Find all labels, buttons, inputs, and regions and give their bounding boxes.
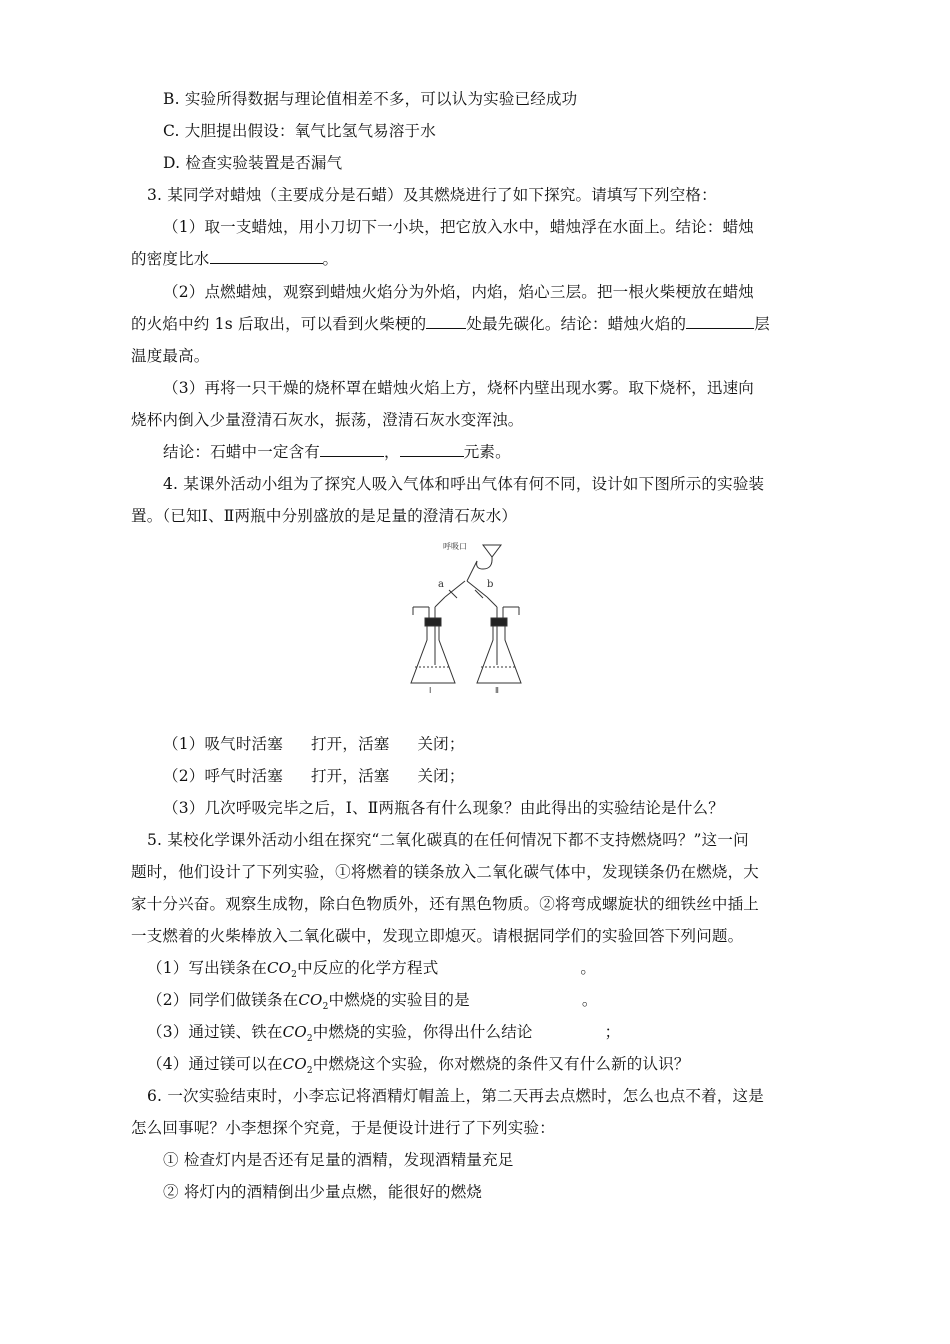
valve-b-label: b xyxy=(487,579,494,590)
q3-conclusion-text-c: 元素。 xyxy=(463,443,511,461)
answer-blank[interactable] xyxy=(210,249,323,264)
q5-stem-line2: 题时，他们设计了下列实验，①将燃着的镁条放入二氧化碳气体中，发现镁条仍在燃烧，大 xyxy=(131,863,760,881)
co2-formula: $CO_2$ xyxy=(282,1055,313,1076)
q4-stem-line1: 4. 某课外活动小组为了探究人吸入气体和呼出气体有何不同，设计如下图所示的实验装 xyxy=(163,475,765,493)
q5-stem-line4: 一支燃着的火柴棒放入二氧化碳中，发现立即熄灭。请根据同学们的实验回答下列问题。 xyxy=(131,927,744,945)
q3-conclusion xyxy=(163,441,511,463)
q5-sub1-text-c: 。 xyxy=(580,959,597,977)
q2-option-b: B. 实验所得数据与理论值相差不多，可以认为实验已经成功 xyxy=(163,90,578,108)
q3-part3-line1: （3）再将一只干燥的烧杯罩在蜡烛火焰上方，烧杯内壁出现水雾。取下烧杯，迅速向 xyxy=(163,379,754,397)
q6-step1: ① 检查灯内是否还有足量的酒精，发现酒精量充足 xyxy=(163,1151,514,1169)
q5-sub2-text-b: 中燃烧的实验目的是 xyxy=(328,991,470,1009)
bottle-1-label: Ⅰ xyxy=(429,686,432,695)
q3-part2-text-a: 的火焰中约 1s 后取出，可以看到火柴梗的 xyxy=(131,315,427,333)
q5-sub4-text-b: 中燃烧这个实验，你对燃烧的条件又有什么新的认识？ xyxy=(312,1055,690,1073)
q5-sub3-text-b: 中燃烧的实验，你得出什么结论 xyxy=(312,1023,533,1041)
q5-sub1-text-a: （1）写出镁条在 xyxy=(147,959,267,977)
q3-stem: 3. 某同学对蜡烛（主要成分是石蜡）及其燃烧进行了如下探究。请填写下列空格： xyxy=(147,186,717,204)
flask-right xyxy=(477,626,521,683)
q3-part2-line1: （2）点燃蜡烛，观察到蜡烛火焰分为外焰，内焰，焰心三层。把一根火柴梗放在蜡烛 xyxy=(163,283,754,301)
q5-sub2-text-a: （2）同学们做镁条在 xyxy=(147,991,299,1009)
answer-blank[interactable] xyxy=(686,314,754,329)
q3-part2-text-b: 处最先碳化。结论：蜡烛火焰的 xyxy=(466,315,687,333)
q4-sub1-text-a: （1）吸气时活塞 xyxy=(163,735,283,753)
q5-sub1 xyxy=(147,957,596,986)
mouthpiece-funnel xyxy=(483,545,501,557)
answer-blank[interactable] xyxy=(400,442,464,457)
q4-sub2 xyxy=(163,765,465,787)
q5-sub4 xyxy=(147,1053,690,1082)
mouthpiece-label: 呼吸口 xyxy=(443,542,467,551)
co2-formula: $CO_2$ xyxy=(266,959,298,980)
q3-part1-text: 的密度比水 xyxy=(131,250,210,268)
q4-sub1-text-b: 打开，活塞 xyxy=(310,735,390,753)
q4-sub2-text-a: （2）呼气时活塞 xyxy=(163,767,283,785)
breathing-apparatus-diagram xyxy=(405,535,525,695)
q6-stem-line1: 6. 一次实验结束时，小李忘记将酒精灯帽盖上，第二天再去点燃时，怎么也点不着，这是 xyxy=(147,1087,764,1105)
q5-sub2-text-c: 。 xyxy=(581,991,598,1009)
q4-sub3: （3）几次呼吸完毕之后，Ⅰ、Ⅱ两瓶各有什么现象？由此得出的实验结论是什么？ xyxy=(163,799,724,817)
flask-left xyxy=(411,626,455,683)
q3-conclusion-text-b: ， xyxy=(384,443,400,461)
q3-part1-line2: 的密度比水 。 xyxy=(131,250,339,268)
co2-formula: $CO_2$ xyxy=(298,991,329,1012)
mouthpiece-tube xyxy=(477,557,492,569)
q5-sub3-text-a: （3）通过镁、铁在 xyxy=(147,1023,283,1041)
q3-part2-line2 xyxy=(131,313,770,335)
valve-a-label: a xyxy=(438,579,444,590)
q3-part2-text-c: 层 xyxy=(754,315,770,333)
q2-option-c: C. 大胆提出假设：氧气比氢气易溶于水 xyxy=(163,122,436,140)
q4-sub2-text-c: 关闭； xyxy=(417,767,465,785)
q3-part1-line1: （1）取一支蜡烛，用小刀切下一小块，把它放入水中，蜡烛浮在水面上。结论：蜡烛 xyxy=(163,218,754,236)
q4-sub1 xyxy=(163,733,465,755)
q4-sub2-text-b: 打开，活塞 xyxy=(310,767,390,785)
q5-sub3 xyxy=(147,1021,620,1050)
answer-blank[interactable] xyxy=(320,442,384,457)
q3-part3-line2: 烧杯内倒入少量澄清石灰水，振荡，澄清石灰水变浑浊。 xyxy=(131,411,524,429)
q5-sub4-text-a: （4）通过镁可以在 xyxy=(147,1055,283,1073)
q2-option-d: D. 检查实验装置是否漏气 xyxy=(163,154,343,172)
q5-stem-line1: 5. 某校化学课外活动小组在探究“二氧化碳真的在任何情况下都不支持燃烧吗？”这一问 xyxy=(147,831,749,849)
co2-formula: $CO_2$ xyxy=(282,1023,313,1044)
q4-sub1-text-c: 关闭； xyxy=(417,735,465,753)
q5-sub1-text-b: 中反应的化学方程式 xyxy=(297,959,439,977)
q5-stem-line3: 家十分兴奋。观察生成物，除白色物质外，还有黑色物质。②将弯成螺旋状的细铁丝中插上 xyxy=(131,895,760,913)
q6-stem-line2: 怎么回事呢？小李想探个究竟，于是便设计进行了下列实验： xyxy=(131,1119,555,1137)
stopper-left xyxy=(425,618,441,626)
stopper-right xyxy=(491,618,507,626)
q4-stem-line2: 置。（已知Ⅰ、Ⅱ两瓶中分别盛放的是足量的澄清石灰水） xyxy=(131,507,518,525)
q6-step2: ② 将灯内的酒精倒出少量点燃，能很好的燃烧 xyxy=(163,1183,483,1201)
q5-sub3-text-c: ； xyxy=(604,1023,621,1041)
q3-part2-line3: 温度最高。 xyxy=(131,347,210,365)
answer-blank[interactable] xyxy=(426,314,466,329)
q3-conclusion-text-a: 结论：石蜡中一定含有 xyxy=(163,443,321,461)
bottle-2-label: Ⅱ xyxy=(495,686,499,695)
q5-sub2 xyxy=(147,989,598,1018)
